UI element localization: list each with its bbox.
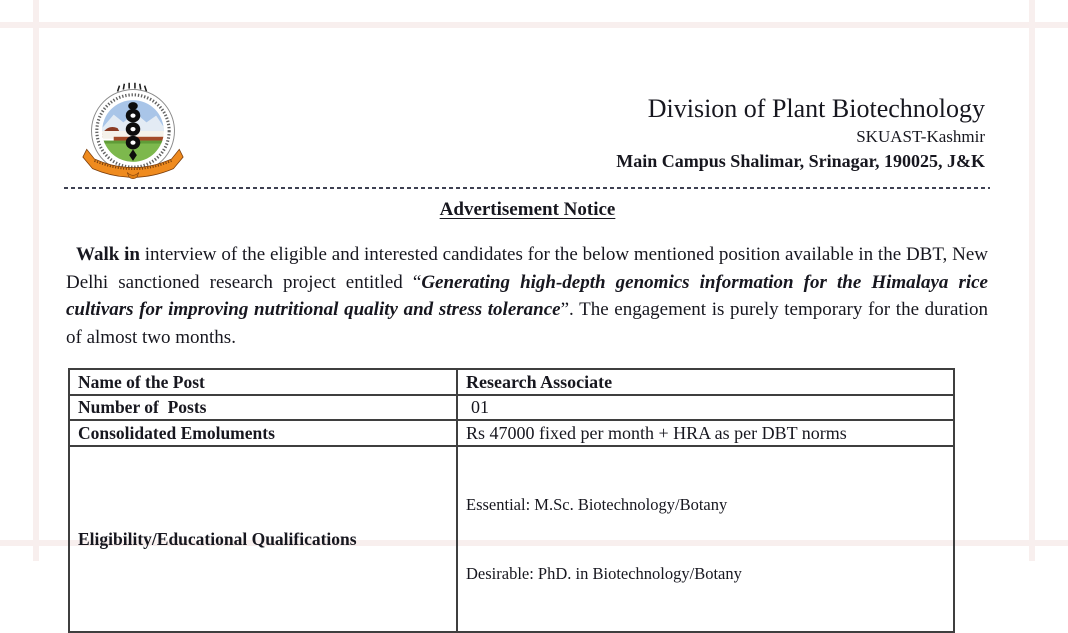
letterhead bbox=[380, 93, 985, 172]
project-title-text: Generating high-depth genomics information for the Himalaya rice cultivars for improving nutritional quality and stress tolerance bbox=[66, 271, 988, 320]
org-address: Main Campus Shalimar, Srinagar, 190025, J&K bbox=[616, 151, 985, 171]
row-eligibility-value bbox=[457, 446, 954, 632]
viewer-gridline-vertical-left bbox=[33, 0, 39, 561]
row-name-of-post-value: Research Associate bbox=[457, 369, 954, 395]
dashed-separator bbox=[64, 187, 990, 189]
eligibility-essential-line: Essential: M.Sc. Biotechnology/Botany bbox=[466, 495, 728, 514]
row-emoluments-value: Rs 47000 fixed per month + HRA as per DBT norms bbox=[457, 420, 954, 446]
row-name-of-post-label: Name of the Post bbox=[69, 369, 457, 395]
university-emblem-logo bbox=[79, 83, 187, 179]
table-row bbox=[69, 395, 954, 420]
walk-in-bold-text: Walk in bbox=[76, 244, 140, 265]
body-segment-1: interview of the eligible and interested candidates for the below mentioned position available in the DBT, New Delhi sanctioned research project entitled “ bbox=[66, 244, 988, 293]
table-row bbox=[69, 369, 954, 395]
table-row bbox=[69, 420, 954, 446]
org-university: SKUAST-Kashmir bbox=[856, 127, 985, 146]
notice-body-paragraph bbox=[66, 241, 988, 351]
table-row bbox=[69, 446, 954, 632]
notice-title: Advertisement Notice bbox=[439, 199, 616, 220]
row-emoluments-label: Consolidated Emoluments bbox=[69, 420, 457, 446]
viewer-gridline-vertical-right bbox=[1029, 0, 1035, 561]
row-number-of-posts-label: Number of Posts bbox=[69, 395, 457, 420]
row-eligibility-label: Eligibility/Educational Qualifications bbox=[69, 446, 457, 632]
viewer-gridline-horizontal-top bbox=[0, 22, 1068, 28]
eligibility-desirable-line: Desirable: PhD. in Biotechnology/Botany bbox=[466, 564, 742, 583]
position-details-table bbox=[68, 368, 955, 633]
row-number-of-posts-value: 01 bbox=[457, 395, 954, 420]
org-division-title: Division of Plant Biotechnology bbox=[647, 94, 985, 123]
body-segment-2: ”. The engagement is purely temporary for the duration of almost two months. bbox=[66, 299, 988, 348]
